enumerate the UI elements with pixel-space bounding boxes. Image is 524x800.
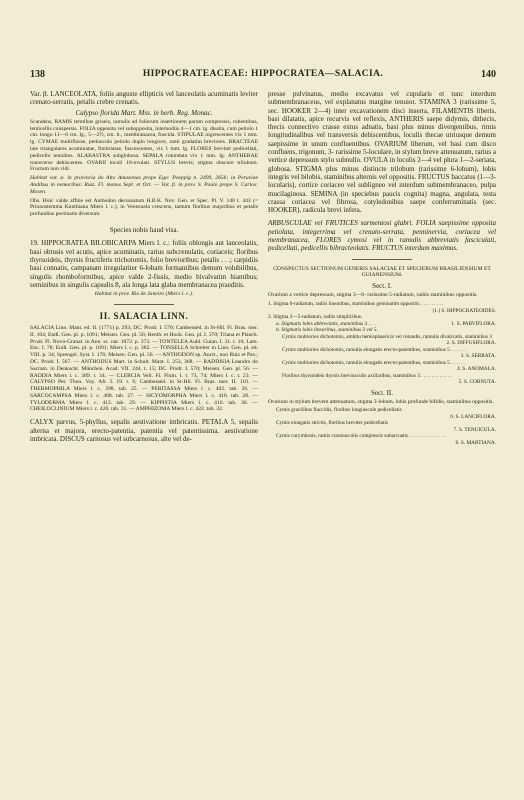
habit-description: ARBUSCULAE vel FRUTICES sarmentosi glabri. FOLIA saepissime opposita petiolata, integerrima vel crenato-serrata, penninervia, coriacea vel membranacea. FLORES cymosi vel in ramulis abbreviatis fasciculati, pedicellati, pedicellis bibracteolatis. FRUCTUS interdum maximus. [268, 219, 496, 253]
section-2-heading: Sect. II. [371, 388, 393, 397]
key-section-2 [268, 407, 496, 446]
observation-note: Obs. Huic valde affine est Anthodon decussatum H.B.K. Nov. Gen. et Spec. Pl. V. 140 t. 443 (= Prionostemma Kunthiana Miers l. c.), in Venezuela crescens, tantum floribus majoribus et petalis profundius pectinatis diversum. [30, 197, 258, 218]
conspectus-heading: CONSPECTUS SECTIONUM GENERIS SALACIAE ET SPECIERUM BRASILIENSIUM ET GUIANENSIUM. [273, 265, 491, 279]
species-description: Scandens, RAMIS teretibus griseis, ramulis ad folierum insertionem parum compressis, rubentibus, lenticellis conspersis. FOLIA opposita vel subopposita, internodiis 4—1 cm. lg. dissita, cum petiolo 1 cm. longo 11—6 cm. lg., 5—2½, cm. lt., membranacea, fuscida. STIPULAE nigrescentes vix 1 mm. lg. CYMAE multiflorae, pedunculo petiolo duplo longiore, rami gradatim breviores. BRACTEAE late triangulares acuminatae, fimbriatae, fuscescentes, vix 1 mm. lg. FLORES breviter pedicellati, pedicello tenuibus. ALABASTRA subglobosa. SEPALA rotundata vix 1 mm. lg. ANTHERAE transverse dehiscentes. OVARII loculi 10-ovulati. STYLUS brevis; stigma obscure trilobum. Fructum non vidi. [30, 118, 258, 173]
species-dubia-heading: Species nobis haud visa. [109, 226, 179, 235]
key-species: (1.) S. HIPPOCRATEOIDES. [432, 307, 496, 314]
key-species: 5. S. CORNUTA. [458, 379, 496, 386]
variety-beta-description: Var. β. LANCEOLATA, foliis anguste ellipticis vel lanceolatis acuminatis leviter crenato-serratis, petalis crebre crenatis. [30, 90, 258, 107]
key-item: Cymis gracilibus flaccidis, floribus longiuscule pedicellatis [276, 407, 402, 414]
page-number-right: 140 [481, 69, 496, 80]
key-species: 8. S. MARTIANA. [455, 439, 496, 446]
section-1-heading: Sect. I. [372, 282, 392, 291]
genus-description-continued: presse pulvinatus, medio excavatus vel cupularis et tunc interdum submembranaceus, vel explanatus margine tenuior. STAMINA 3 (rarissime 5, sec. HOOKER 2—4) inter excavationem disci inserta, FILAMENTIS liberis, basi dilatatis, apice recurvis vel reflexis, ANTHERIS saepe didymis, dithecis, thecis connectivo crasse extus adnatis, basi plus minus divergentibus, rimis longitudinalibus vel transversis dehiscentibus, loculis thecae utriusque demum saepissime in unum confluentibus. OVARIUM liberum, vel basi cum disco confluens, trigonum, 3- rarissime 5-loculare, in stylum breve attenuatum, rarius a vertice depressum stylo subnullo. OVULA in loculis 2—4 vel plura 1—2-seriata, globosa. STIGMA plus minus distincte trilobum (rarissime 6-lobum), lobis integris vel bilobis, staminibus alternis vel oppositis. FRUCTUS baccatus (1—3-locularis), cortice coriaceo vel subligneo vel interdum submembranaceo, pulpa mucilaginosa. SEMINA (in speciebus paucis cognita) magna, angulata, testa crassa coriacea vel fibrosa, cotyledonibus saepe conferruminatis (sec. HOOKER), radicula brevi infera. [268, 90, 496, 215]
key-item: Cymis multiories dichotomis, ramulis elongatis erecto-patentibus, staminibus 5 . . . . . . [282, 359, 466, 366]
genus-references: SALACIA Linn. Mant. ed. II. (1771) p. 293; DC. Prodr. I. 570; Cambessèd. in St-Hil. Fl. Bras. mer. II. 104; Endl. Gen. pl. p. 1091; Meisen. Gen. pl. 56; Benth. et Hook. Gen. pl. I. 370; Triana et Planch. Prodr. Fl. Novo-Granat. in Ann. sc. nat. 1872. p. 373. — TONTELEA Aubl. Guian. I. 31. t. 10; Lam. Enc. I. 78; Endl. Gen. pl. p. 1091; Miers l. c. p. 382. — TONSELLA Schreber in Linn. Gen. pl. ed. VIII. p. 34; Sprengel. Syst. I. 176; Meisen. Gen. pl. 56. — ANTHODON sp. Auctt., non Ruiz et Pav.; DC. Prodr. I. 567. — ANTHODUS Mart. in Schult. Mant. I. 253, 368. — RADDISIA Leandro do Sacram. in Denkschr. München. Acad. VII. 244. t. 15; DC. Prodr. I. 570; Meisen. Gen. pl. 56. — RADDIA Miers l. c. 389. t. 34. — CLERCIA Vell. Fl. Flum. I. t. 73, 74; Miers l. c. t. 23. — CALYPSO Pet. Thou. Voy. Afr. I. 19. t. 6; Cambessèd. in St-Hil. Fl. Bras. mer. II. 110. — THERMOPHILA Miers l. c. 398. tab. 25. — PERITASSA Miers l. c. 402. tab. 26. — SARCOCAMPSA Miers l. c. 408. tab. 27. — SICYOMORPHA Miers l. c. 410. tab. 28. — TYLODERMA Miers l. c. 413. tab. 29. — KIPPISTIA Miers l. c. 416. tab. 30. — CHEILOCLINIUM Miers l. c. 420. tab. 31. — AMPHIZOMA Miers l. c. 422. tab. 32. [30, 324, 258, 413]
page-header [30, 69, 496, 83]
key-item: Cymis multiories dichotomis, ramulis elongatis erecto-patentibus, staminibus 5 . . . . . . [282, 346, 466, 353]
key-species: 3. S. SERRATA. [460, 353, 496, 360]
key-item: 2. Stigma 3—5-radiatum, radiis simplicibus. [268, 314, 363, 321]
genus-calyx-description: CALYX parvus, 5-phyllus, sepalis aestivatione imbricatis. PETALA 5, sepalis alterna et majora, erecto-patentia, patentia vel patentissima, aestivatione imbricata. DISCUS carnosus vel subcarnosus, alte vel de- [30, 418, 258, 443]
section-1-description: Ovarium a vertice depressum, stigma 3—6- rarissime 5-radiatum, radiis staminibus oppositis. [268, 292, 478, 299]
key-section-1 [268, 301, 496, 386]
synonym-calypso: Calypso florida Mart. Mss. in herb. Reg. Monac. [75, 108, 213, 117]
key-item: 1. Stigma 6-radiatum, radiis linearibus, staminibus geminatim oppositis . . . . . . . . . [268, 301, 444, 308]
divider [352, 259, 412, 260]
key-species: 2. S. DIFFUSIFLORA. [446, 340, 496, 347]
section-2-description: Ovarium in stylum brevem attenuatum, stigma 3-lobum, lobis profunde bifidis, staminibus oppositis. [268, 398, 494, 405]
key-item: b. Stigmatis lobis linearibus, staminibus 3 vel 5. [276, 327, 378, 334]
key-item: a. Stigmatis lobis abbreviatis, staminibus 3 . . . 1. S. PARVIFLORA. [276, 320, 496, 327]
key-species: 6. S. LANCIFLORA. [450, 413, 496, 420]
key-species: 4. S. ANOMALA. [457, 366, 496, 373]
right-column [268, 90, 496, 446]
genus-heading: II. SALACIA LINN. [99, 310, 189, 321]
habitat-note: Habitat var. α. in provincia do Alto Amazonas prope Ega: Poeppig n. 2499, 2656; in Peruviae Andibus in nemoribus: Ruiz. Fl. manus Sept. et Oct. — Var. β. in prov. S. Paulo prope S. Carlos: Mosen. [30, 175, 258, 195]
left-column [30, 90, 258, 445]
species-19-entry: 19. HIPPOCRATEA BILOBICARPA Miers l. c.: foliis oblongis aut lanceolatis, basi obtusis vel acutis, apice acuminatis, rarius subcrenulatis, coriaceis; floribus thyrsoideis, thyrsis fructiferis trichotomis, folio brevioribus; petalis . . .; carpidiis basi connatis, campanam irregulariter 6-lobam formantibus demum volubilibus, singulis rhomboformibus, apice valde 2-fissis, medio bivalvatim hiantibus; seminibus in singulis capsulis 8, ala longa lata glaba membranacea praeditis. [30, 239, 258, 289]
key-species: 7. S. TENUICULA. [453, 426, 496, 433]
key-item: Floribus thyrsoideis thyrsis breviusculis axillaribus, staminibus 3 . . . . . . . . . . . . [282, 372, 452, 379]
key-item: Cymis elongatis strictis, floribus breviter pedicellatis [276, 420, 389, 427]
species-19-habitat: Habitat in prov. Rio de Janeiro (Miers l. c.). [94, 291, 194, 298]
running-title: HIPPOCRATEACEAE: HIPPOCRATEA—SALACIA. [142, 69, 384, 79]
key-item: Cymis multiories dichotomis, ambitu hemisphaericis vel rotundis, ramulis divaricatis, staminibus 3 [282, 333, 492, 340]
divider [114, 304, 174, 305]
page-number-left: 138 [30, 69, 45, 80]
key-item: Cymis corymbosis, ramis crassiusculis compressis subarcuatis . . . . . . . . . . . . . . [276, 433, 446, 440]
